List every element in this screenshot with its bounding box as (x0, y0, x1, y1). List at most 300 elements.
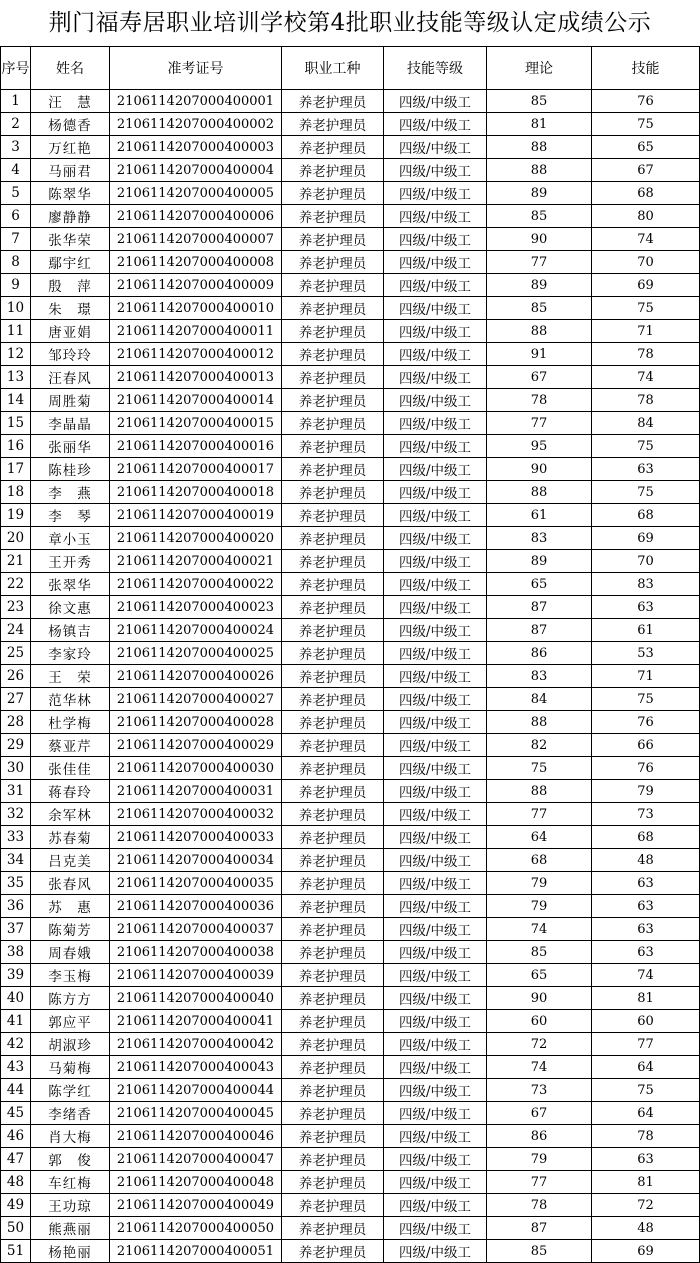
candidate-name: 胡淑珍 (31, 1033, 110, 1056)
exam-id: 2106114207000400016 (110, 435, 282, 458)
exam-id: 2106114207000400014 (110, 389, 282, 412)
skill-level: 四级/中级工 (384, 642, 487, 665)
skill-score: 79 (592, 780, 700, 803)
occupation: 养老护理员 (282, 711, 384, 734)
row-index: 16 (1, 435, 31, 458)
theory-score: 65 (487, 964, 592, 987)
table-row (1, 872, 700, 895)
skill-score: 63 (592, 872, 700, 895)
theory-score: 85 (487, 941, 592, 964)
exam-id: 2106114207000400043 (110, 1056, 282, 1079)
occupation: 养老护理员 (282, 642, 384, 665)
exam-id: 2106114207000400001 (110, 90, 282, 113)
candidate-name: 陈学红 (31, 1079, 110, 1102)
skill-score: 68 (592, 826, 700, 849)
candidate-name: 李玉梅 (31, 964, 110, 987)
exam-id: 2106114207000400013 (110, 366, 282, 389)
skill-level: 四级/中级工 (384, 711, 487, 734)
occupation: 养老护理员 (282, 1217, 384, 1240)
skill-level: 四级/中级工 (384, 1102, 487, 1125)
occupation: 养老护理员 (282, 1033, 384, 1056)
theory-score: 77 (487, 1171, 592, 1194)
skill-score: 77 (592, 1033, 700, 1056)
candidate-name: 万红艳 (31, 136, 110, 159)
skill-level: 四级/中级工 (384, 435, 487, 458)
header-row (1, 47, 700, 90)
skill-level: 四级/中级工 (384, 412, 487, 435)
theory-score: 88 (487, 711, 592, 734)
skill-level: 四级/中级工 (384, 550, 487, 573)
skill-score: 67 (592, 159, 700, 182)
skill-score: 73 (592, 803, 700, 826)
occupation: 养老护理员 (282, 527, 384, 550)
occupation: 养老护理员 (282, 1010, 384, 1033)
theory-score: 88 (487, 320, 592, 343)
skill-level: 四级/中级工 (384, 734, 487, 757)
skill-score: 75 (592, 113, 700, 136)
theory-score: 60 (487, 1010, 592, 1033)
table-row (1, 780, 700, 803)
row-index: 39 (1, 964, 31, 987)
skill-level: 四级/中级工 (384, 987, 487, 1010)
occupation: 养老护理员 (282, 458, 384, 481)
skill-level: 四级/中级工 (384, 688, 487, 711)
row-index: 2 (1, 113, 31, 136)
row-index: 43 (1, 1056, 31, 1079)
skill-level: 四级/中级工 (384, 1240, 487, 1263)
column-header-exam-id: 准考证号 (110, 47, 282, 90)
exam-id: 2106114207000400035 (110, 872, 282, 895)
occupation: 养老护理员 (282, 665, 384, 688)
skill-level: 四级/中级工 (384, 849, 487, 872)
row-index: 51 (1, 1240, 31, 1263)
skill-score: 71 (592, 320, 700, 343)
theory-score: 64 (487, 826, 592, 849)
candidate-name: 张佳佳 (31, 757, 110, 780)
theory-score: 74 (487, 1056, 592, 1079)
skill-score: 81 (592, 1171, 700, 1194)
table-row (1, 274, 700, 297)
theory-score: 90 (487, 458, 592, 481)
skill-level: 四级/中级工 (384, 1010, 487, 1033)
skill-level: 四级/中级工 (384, 918, 487, 941)
theory-score: 87 (487, 619, 592, 642)
skill-score: 48 (592, 849, 700, 872)
skill-level: 四级/中级工 (384, 1194, 487, 1217)
skill-score: 75 (592, 297, 700, 320)
table-row (1, 343, 700, 366)
skill-level: 四级/中级工 (384, 941, 487, 964)
exam-id: 2106114207000400042 (110, 1033, 282, 1056)
theory-score: 65 (487, 573, 592, 596)
exam-id: 2106114207000400007 (110, 228, 282, 251)
occupation: 养老护理员 (282, 619, 384, 642)
row-index: 4 (1, 159, 31, 182)
theory-score: 88 (487, 136, 592, 159)
skill-score: 69 (592, 1240, 700, 1263)
exam-id: 2106114207000400050 (110, 1217, 282, 1240)
table-row (1, 619, 700, 642)
skill-level: 四级/中级工 (384, 389, 487, 412)
exam-id: 2106114207000400029 (110, 734, 282, 757)
skill-level: 四级/中级工 (384, 803, 487, 826)
row-index: 50 (1, 1217, 31, 1240)
table-row (1, 481, 700, 504)
exam-id: 2106114207000400048 (110, 1171, 282, 1194)
theory-score: 85 (487, 297, 592, 320)
candidate-name: 廖静静 (31, 205, 110, 228)
candidate-name: 王 荣 (31, 665, 110, 688)
candidate-name: 杜学梅 (31, 711, 110, 734)
occupation: 养老护理员 (282, 274, 384, 297)
theory-score: 61 (487, 504, 592, 527)
table-row (1, 1148, 700, 1171)
occupation: 养老护理员 (282, 1079, 384, 1102)
theory-score: 82 (487, 734, 592, 757)
row-index: 33 (1, 826, 31, 849)
occupation: 养老护理员 (282, 1148, 384, 1171)
theory-score: 74 (487, 918, 592, 941)
occupation: 养老护理员 (282, 734, 384, 757)
table-row (1, 1056, 700, 1079)
skill-score: 70 (592, 550, 700, 573)
occupation: 养老护理员 (282, 159, 384, 182)
skill-score: 65 (592, 136, 700, 159)
row-index: 28 (1, 711, 31, 734)
row-index: 5 (1, 182, 31, 205)
exam-id: 2106114207000400025 (110, 642, 282, 665)
theory-score: 88 (487, 159, 592, 182)
candidate-name: 张华荣 (31, 228, 110, 251)
skill-level: 四级/中级工 (384, 895, 487, 918)
candidate-name: 李家玲 (31, 642, 110, 665)
column-header-index: 序号 (1, 47, 31, 90)
theory-score: 75 (487, 757, 592, 780)
row-index: 42 (1, 1033, 31, 1056)
skill-score: 61 (592, 619, 700, 642)
occupation: 养老护理员 (282, 780, 384, 803)
table-row (1, 757, 700, 780)
skill-level: 四级/中级工 (384, 320, 487, 343)
skill-level: 四级/中级工 (384, 826, 487, 849)
column-header-skill-level: 技能等级 (384, 47, 487, 90)
skill-score: 63 (592, 895, 700, 918)
row-index: 45 (1, 1102, 31, 1125)
occupation: 养老护理员 (282, 573, 384, 596)
table-row (1, 1079, 700, 1102)
theory-score: 68 (487, 849, 592, 872)
occupation: 养老护理员 (282, 1102, 384, 1125)
column-header-theory: 理论 (487, 47, 592, 90)
skill-level: 四级/中级工 (384, 964, 487, 987)
occupation: 养老护理员 (282, 366, 384, 389)
exam-id: 2106114207000400020 (110, 527, 282, 550)
candidate-name: 周胜菊 (31, 389, 110, 412)
theory-score: 77 (487, 803, 592, 826)
skill-score: 63 (592, 1148, 700, 1171)
theory-score: 79 (487, 1148, 592, 1171)
occupation: 养老护理员 (282, 343, 384, 366)
candidate-name: 邹玲玲 (31, 343, 110, 366)
skill-score: 63 (592, 596, 700, 619)
exam-id: 2106114207000400018 (110, 481, 282, 504)
theory-score: 89 (487, 274, 592, 297)
table-row (1, 711, 700, 734)
candidate-name: 李晶晶 (31, 412, 110, 435)
theory-score: 85 (487, 1240, 592, 1263)
theory-score: 77 (487, 412, 592, 435)
row-index: 17 (1, 458, 31, 481)
candidate-name: 陈翠华 (31, 182, 110, 205)
skill-score: 63 (592, 941, 700, 964)
theory-score: 79 (487, 872, 592, 895)
document-title: 荆门福寿居职业培训学校第4批职业技能等级认定成绩公示 (48, 10, 652, 36)
row-index: 36 (1, 895, 31, 918)
table-row (1, 826, 700, 849)
skill-level: 四级/中级工 (384, 182, 487, 205)
table-row (1, 389, 700, 412)
table-row (1, 1033, 700, 1056)
table-row (1, 228, 700, 251)
table-row (1, 573, 700, 596)
theory-score: 78 (487, 389, 592, 412)
occupation: 养老护理员 (282, 1125, 384, 1148)
skill-score: 64 (592, 1056, 700, 1079)
row-index: 3 (1, 136, 31, 159)
row-index: 6 (1, 205, 31, 228)
row-index: 44 (1, 1079, 31, 1102)
table-row (1, 688, 700, 711)
exam-id: 2106114207000400039 (110, 964, 282, 987)
theory-score: 81 (487, 113, 592, 136)
skill-level: 四级/中级工 (384, 1171, 487, 1194)
skill-level: 四级/中级工 (384, 274, 487, 297)
occupation: 养老护理员 (282, 90, 384, 113)
skill-score: 78 (592, 343, 700, 366)
skill-level: 四级/中级工 (384, 527, 487, 550)
row-index: 46 (1, 1125, 31, 1148)
candidate-name: 郭 俊 (31, 1148, 110, 1171)
row-index: 13 (1, 366, 31, 389)
occupation: 养老护理员 (282, 826, 384, 849)
occupation: 养老护理员 (282, 320, 384, 343)
theory-score: 78 (487, 1194, 592, 1217)
exam-id: 2106114207000400031 (110, 780, 282, 803)
row-index: 20 (1, 527, 31, 550)
occupation: 养老护理员 (282, 481, 384, 504)
row-index: 47 (1, 1148, 31, 1171)
exam-id: 2106114207000400009 (110, 274, 282, 297)
table-row (1, 964, 700, 987)
theory-score: 89 (487, 182, 592, 205)
skill-score: 69 (592, 274, 700, 297)
exam-id: 2106114207000400040 (110, 987, 282, 1010)
skill-score: 81 (592, 987, 700, 1010)
exam-id: 2106114207000400044 (110, 1079, 282, 1102)
skill-level: 四级/中级工 (384, 136, 487, 159)
table-row (1, 297, 700, 320)
occupation: 养老护理员 (282, 412, 384, 435)
skill-level: 四级/中级工 (384, 458, 487, 481)
skill-level: 四级/中级工 (384, 1079, 487, 1102)
skill-score: 78 (592, 389, 700, 412)
occupation: 养老护理员 (282, 1240, 384, 1263)
candidate-name: 杨德香 (31, 113, 110, 136)
table-row (1, 550, 700, 573)
candidate-name: 余军林 (31, 803, 110, 826)
table-row (1, 642, 700, 665)
occupation: 养老护理员 (282, 297, 384, 320)
exam-id: 2106114207000400003 (110, 136, 282, 159)
candidate-name: 汪 慧 (31, 90, 110, 113)
table-row (1, 320, 700, 343)
occupation: 养老护理员 (282, 205, 384, 228)
exam-id: 2106114207000400041 (110, 1010, 282, 1033)
theory-score: 89 (487, 550, 592, 573)
exam-id: 2106114207000400002 (110, 113, 282, 136)
row-index: 38 (1, 941, 31, 964)
occupation: 养老护理员 (282, 918, 384, 941)
skill-level: 四级/中级工 (384, 1056, 487, 1079)
exam-id: 2106114207000400008 (110, 251, 282, 274)
skill-score: 78 (592, 1125, 700, 1148)
skill-level: 四级/中级工 (384, 159, 487, 182)
row-index: 24 (1, 619, 31, 642)
candidate-name: 熊燕丽 (31, 1217, 110, 1240)
candidate-name: 苏 惠 (31, 895, 110, 918)
candidate-name: 汪春风 (31, 366, 110, 389)
table-row (1, 987, 700, 1010)
exam-id: 2106114207000400023 (110, 596, 282, 619)
skill-score: 68 (592, 182, 700, 205)
table-row (1, 1102, 700, 1125)
exam-id: 2106114207000400004 (110, 159, 282, 182)
exam-id: 2106114207000400045 (110, 1102, 282, 1125)
row-index: 14 (1, 389, 31, 412)
occupation: 养老护理员 (282, 113, 384, 136)
table-row (1, 849, 700, 872)
occupation: 养老护理员 (282, 389, 384, 412)
exam-id: 2106114207000400036 (110, 895, 282, 918)
candidate-name: 殷 萍 (31, 274, 110, 297)
score-table (0, 46, 700, 1263)
table-row (1, 113, 700, 136)
candidate-name: 王功琼 (31, 1194, 110, 1217)
candidate-name: 肖大梅 (31, 1125, 110, 1148)
skill-score: 60 (592, 1010, 700, 1033)
candidate-name: 杨镇吉 (31, 619, 110, 642)
table-row (1, 1217, 700, 1240)
exam-id: 2106114207000400019 (110, 504, 282, 527)
theory-score: 87 (487, 596, 592, 619)
row-index: 31 (1, 780, 31, 803)
skill-level: 四级/中级工 (384, 228, 487, 251)
row-index: 23 (1, 596, 31, 619)
candidate-name: 陈菊芳 (31, 918, 110, 941)
candidate-name: 马丽君 (31, 159, 110, 182)
skill-score: 72 (592, 1194, 700, 1217)
occupation: 养老护理员 (282, 849, 384, 872)
exam-id: 2106114207000400015 (110, 412, 282, 435)
candidate-name: 车红梅 (31, 1171, 110, 1194)
table-row (1, 665, 700, 688)
candidate-name: 吕克美 (31, 849, 110, 872)
candidate-name: 朱 璟 (31, 297, 110, 320)
candidate-name: 陈方方 (31, 987, 110, 1010)
skill-level: 四级/中级工 (384, 573, 487, 596)
table-row (1, 803, 700, 826)
theory-score: 72 (487, 1033, 592, 1056)
skill-score: 48 (592, 1217, 700, 1240)
row-index: 34 (1, 849, 31, 872)
exam-id: 2106114207000400038 (110, 941, 282, 964)
exam-id: 2106114207000400011 (110, 320, 282, 343)
table-row (1, 596, 700, 619)
table-row (1, 941, 700, 964)
table-body (1, 90, 700, 1263)
exam-id: 2106114207000400024 (110, 619, 282, 642)
skill-score: 74 (592, 228, 700, 251)
candidate-name: 苏春菊 (31, 826, 110, 849)
occupation: 养老护理员 (282, 228, 384, 251)
skill-level: 四级/中级工 (384, 343, 487, 366)
skill-score: 75 (592, 688, 700, 711)
table-row (1, 1240, 700, 1263)
exam-id: 2106114207000400030 (110, 757, 282, 780)
exam-id: 2106114207000400032 (110, 803, 282, 826)
occupation: 养老护理员 (282, 803, 384, 826)
row-index: 41 (1, 1010, 31, 1033)
row-index: 10 (1, 297, 31, 320)
table-row (1, 90, 700, 113)
exam-id: 2106114207000400022 (110, 573, 282, 596)
row-index: 40 (1, 987, 31, 1010)
occupation: 养老护理员 (282, 964, 384, 987)
skill-score: 84 (592, 412, 700, 435)
exam-id: 2106114207000400027 (110, 688, 282, 711)
table-row (1, 895, 700, 918)
row-index: 11 (1, 320, 31, 343)
exam-id: 2106114207000400017 (110, 458, 282, 481)
candidate-name: 蔡亚芹 (31, 734, 110, 757)
exam-id: 2106114207000400034 (110, 849, 282, 872)
skill-score: 64 (592, 1102, 700, 1125)
candidate-name: 章小玉 (31, 527, 110, 550)
candidate-name: 李 燕 (31, 481, 110, 504)
table-row (1, 1194, 700, 1217)
skill-level: 四级/中级工 (384, 205, 487, 228)
candidate-name: 范华林 (31, 688, 110, 711)
skill-score: 63 (592, 918, 700, 941)
theory-score: 77 (487, 251, 592, 274)
skill-level: 四级/中级工 (384, 596, 487, 619)
skill-score: 74 (592, 366, 700, 389)
skill-score: 76 (592, 711, 700, 734)
row-index: 21 (1, 550, 31, 573)
candidate-name: 陈桂珍 (31, 458, 110, 481)
exam-id: 2106114207000400012 (110, 343, 282, 366)
theory-score: 90 (487, 987, 592, 1010)
theory-score: 84 (487, 688, 592, 711)
skill-level: 四级/中级工 (384, 1033, 487, 1056)
table-row (1, 1010, 700, 1033)
exam-id: 2106114207000400051 (110, 1240, 282, 1263)
skill-level: 四级/中级工 (384, 251, 487, 274)
skill-score: 74 (592, 964, 700, 987)
row-index: 25 (1, 642, 31, 665)
theory-score: 67 (487, 366, 592, 389)
column-header-occupation: 职业工种 (282, 47, 384, 90)
